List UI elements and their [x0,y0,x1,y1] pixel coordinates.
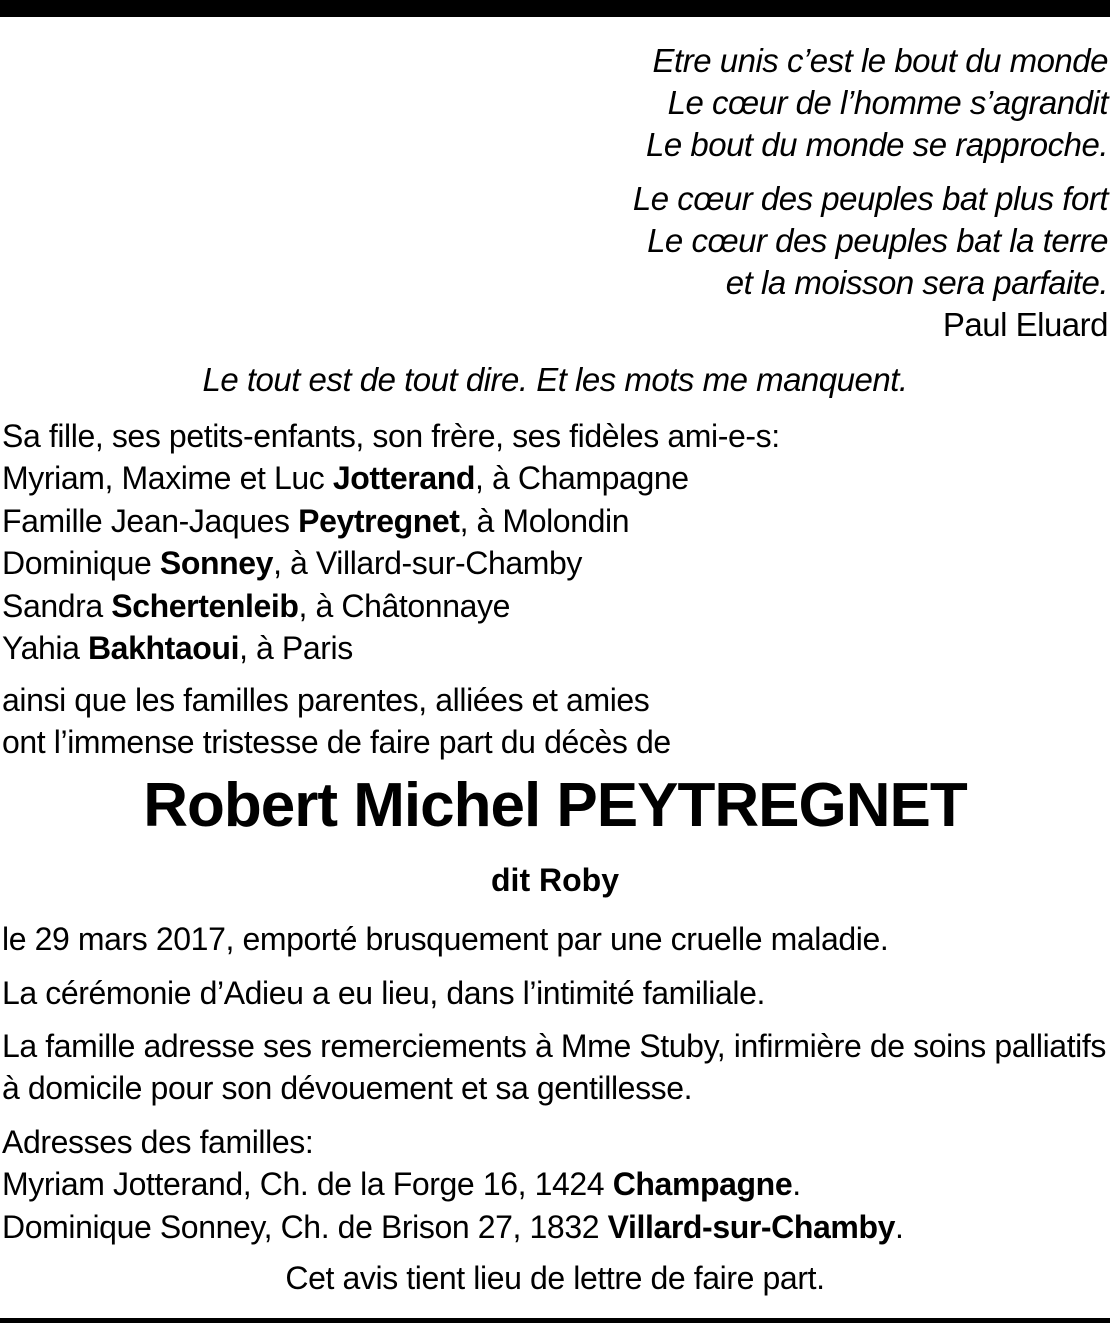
deceased-name: Robert Michel PEYTREGNET [143,771,967,840]
family-surname: Bakhtaoui [87,630,240,667]
family-heading: Sa fille, ses petits-enfants, son frère, ses fidèles ami-e-s: [2,418,780,454]
poem-line: Le cœur des peuples bat la terre [647,222,1108,259]
poem-line: Le bout du monde se rapproche. [645,126,1108,163]
address-town: Champagne [612,1166,793,1203]
family-list [2,415,780,669]
deceased-nickname: dit Roby [491,862,619,898]
family-surname: Jotterand [332,460,476,497]
poem-line: Le cœur des peuples bat plus fort [632,180,1108,217]
death-date-line: le 29 mars 2017, emporté brusquement par une cruelle maladie. [2,921,889,957]
intro-line: ont l’immense tristesse de faire part du décès de [2,724,671,761]
notice-line: Cet avis tient lieu de lettre de faire part. [285,1260,825,1296]
family-member: Yahia Bakhtaoui, à Paris [2,630,353,667]
address-entry: Dominique Sonney, Ch. de Brison 27, 1832 Villard-sur-Chamby. [2,1208,904,1245]
poem-line: Le cœur de l’homme s’agrandit [667,84,1108,121]
top-rule [0,0,1110,17]
family-addresses [2,1121,904,1248]
bottom-rule [0,1318,1110,1323]
thanks-paragraph: La famille adresse ses remerciements à Mme Stuby, infirmière de soins palliatifs à domicile pour son dévouement et sa gentillesse. [2,1028,1106,1107]
announcement-intro [2,679,671,764]
intro-line: ainsi que les familles parentes, alliées et amies [2,682,650,718]
family-member: Sandra Schertenleib, à Châtonnaye [2,587,510,624]
poem-stanza-2 [633,178,1108,346]
family-surname: Schertenleib [111,587,299,624]
poem [633,40,1108,346]
poem-line: Etre unis c’est le bout du monde [652,42,1108,79]
family-member: Dominique Sonney, à Villard-sur-Chamby [2,545,582,582]
family-member: Famille Jean-Jaques Peytregnet, à Molondin [2,502,630,539]
ceremony-line: La cérémonie d’Adieu a eu lieu, dans l’intimité familiale. [2,975,766,1011]
family-member: Myriam, Maxime et Luc Jotterand, à Champagne [2,460,689,497]
motto: Le tout est de tout dire. Et les mots me manquent. [202,361,908,398]
addresses-heading: Adresses des familles: [2,1124,314,1160]
poem-line: et la moisson sera parfaite. [725,264,1108,301]
family-surname: Sonney [159,545,274,582]
poem-stanza-1 [633,40,1108,166]
address-entry: Myriam Jotterand, Ch. de la Forge 16, 1424 Champagne. [2,1166,801,1203]
family-surname: Peytregnet [298,502,460,539]
poem-author: Paul Eluard [942,306,1108,343]
address-town: Villard-sur-Chamby [607,1208,896,1245]
